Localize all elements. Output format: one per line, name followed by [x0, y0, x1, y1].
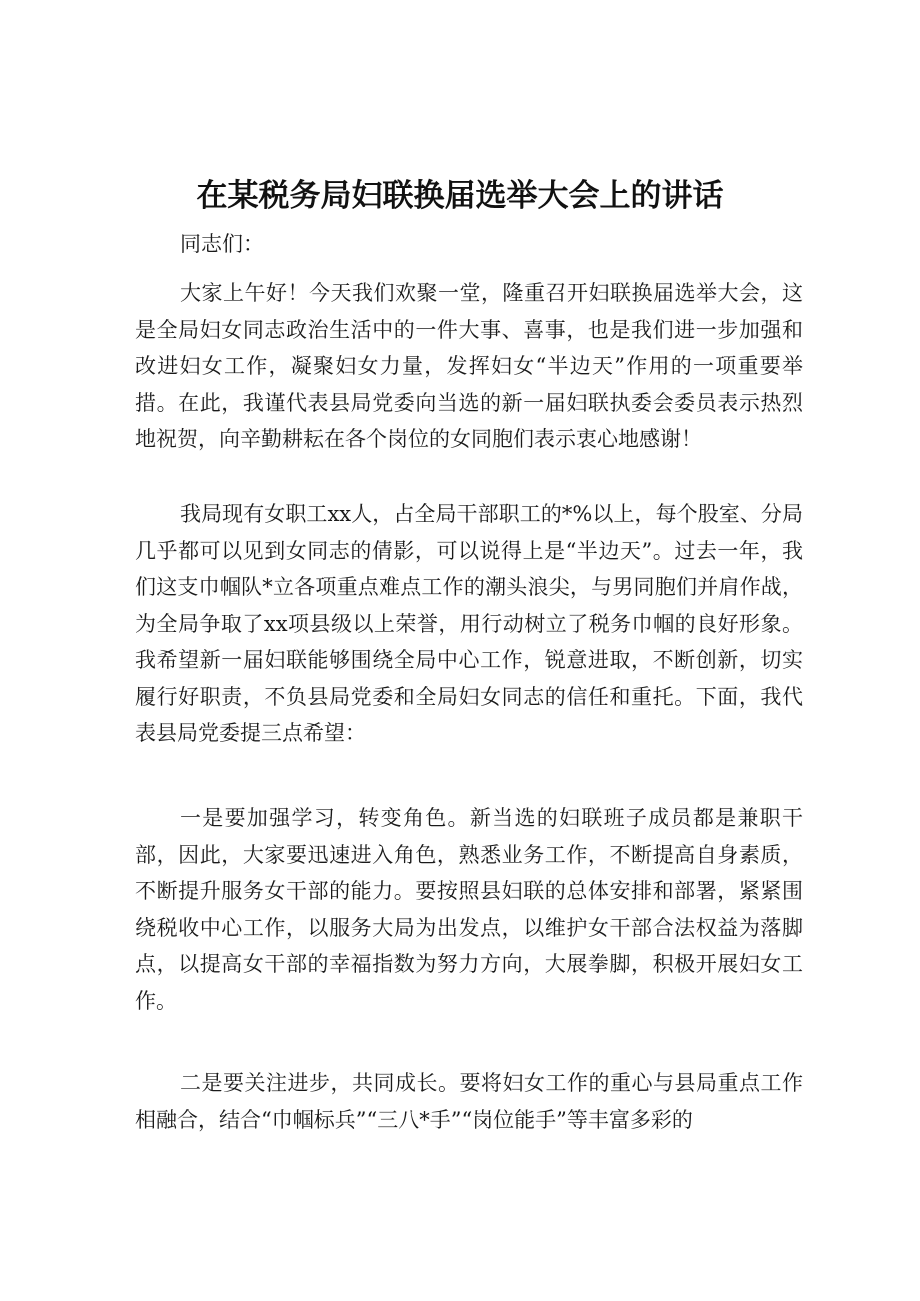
paragraph-overview: 我局现有女职工xx人，占全局干部职工的*%以上，每个股室、分局几乎都可以见到女同志的倩影，可以说得上是“半边天”。过去一年，我们这支巾帼队*立各项重点难点工作的潮头浪尖，与男同胞们并肩作战，为全局争取了xx项县级以上荣誉，用行动树立了税务巾帼的良好形象。我希望新一届妇联能够围绕全局中心工作，锐意进取，不断创新，切实履行好职责，不负县局党委和全局妇女同志的信任和重托。下面，我代表县局党委提三点希望：: [135, 502, 803, 745]
paragraph-point-two: 二是要关注进步，共同成长。要将妇女工作的重心与县局重点工作相融合，结合“巾帼标兵”“三八*手”“岗位能手”等丰富多彩的: [135, 1071, 803, 1132]
paragraph-opening: 大家上午好！今天我们欢聚一堂，隆重召开妇联换届选举大会，这是全局妇女同志政治生活中的一件大事、喜事，也是我们进一步加强和改进妇女工作，凝聚妇女力量，发挥妇女“半边天”作用的一项重要举措。在此，我谨代表县局党委向当选的新一届妇联执委会委员表示热烈地祝贺，向辛勤耕耘在各个岗位的女同胞们表示衷心地感谢！: [135, 281, 803, 451]
paragraph-point-one: 一是要加强学习，转变角色。新当选的妇联班子成员都是兼职干部，因此，大家要迅速进入角色，熟悉业务工作，不断提高自身素质，不断提升服务女干部的能力。要按照县妇联的总体安排和部署，紧紧围绕税收中心工作，以服务大局为出发点，以维护女干部合法权益为落脚点，以提高女干部的幸福指数为努力方向，大展拳脚，积极开展妇女工作。: [135, 806, 803, 1013]
document-title: 在某税务局妇联换届选举大会上的讲话: [196, 178, 724, 214]
salutation: 同志们：: [180, 232, 264, 256]
